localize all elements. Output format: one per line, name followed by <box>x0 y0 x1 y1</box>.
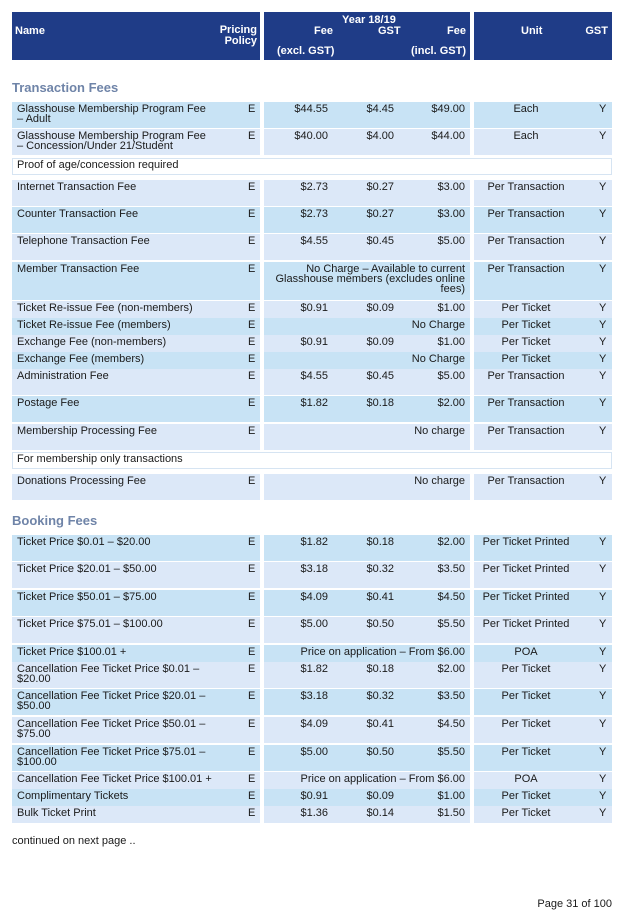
gst-amount: $0.32 <box>366 690 394 702</box>
pricing-policy: E <box>248 663 256 675</box>
gst-flag: Y <box>599 536 607 548</box>
unit: Per Transaction <box>487 397 565 409</box>
table-row <box>0 645 624 662</box>
fee-incl-gst: $5.00 <box>437 370 465 382</box>
pricing-policy: E <box>248 319 256 331</box>
table-row <box>0 590 624 616</box>
fee-name: Glasshouse Membership Program Fee – Adult <box>17 103 206 125</box>
fee-name: Ticket Price $100.01 + <box>17 646 127 658</box>
fee-name: Ticket Re-issue Fee (non-members) <box>17 302 193 314</box>
unit: Per Ticket <box>501 790 551 802</box>
unit: Each <box>513 130 539 142</box>
fee-name: Exchange Fee (non-members) <box>17 336 167 348</box>
fee-name: Membership Processing Fee <box>17 425 158 437</box>
header-excl-gst: (excl. GST) <box>277 45 335 57</box>
header-fee-excl: Fee <box>314 25 333 37</box>
table-row <box>0 424 624 450</box>
header-unit: Unit <box>521 25 543 37</box>
unit: Per Ticket <box>501 746 551 758</box>
fee-name: Postage Fee <box>17 397 80 409</box>
unit: Per Ticket <box>501 336 551 348</box>
pricing-policy: E <box>248 302 256 314</box>
fee-excl-gst: $0.91 <box>300 790 328 802</box>
gst-amount: $0.27 <box>366 181 394 193</box>
fee-incl-gst: $2.00 <box>437 536 465 548</box>
table-row <box>0 335 624 352</box>
gst-flag: Y <box>599 181 607 193</box>
fee-excl-gst: $4.09 <box>300 591 328 603</box>
fee-incl-gst: $1.00 <box>437 302 465 314</box>
gst-flag: Y <box>599 475 607 487</box>
fee-incl-gst: $44.00 <box>431 130 465 142</box>
pricing-policy: E <box>248 103 256 115</box>
fee-excl-gst: $2.73 <box>300 181 328 193</box>
fee-incl-gst: $1.00 <box>437 336 465 348</box>
pricing-policy: E <box>248 263 256 275</box>
fee-description: Price on application – From $6.00 <box>300 646 465 658</box>
table-header-fee-block <box>264 12 470 60</box>
unit: Per Ticket <box>501 663 551 675</box>
pricing-policy: E <box>248 690 256 702</box>
table-row <box>0 689 624 715</box>
header-gst-col: GST <box>585 25 608 37</box>
unit: Per Ticket <box>501 353 551 365</box>
gst-flag: Y <box>599 370 607 382</box>
header-name: Name <box>15 25 45 37</box>
gst-amount: $0.27 <box>366 208 394 220</box>
fee-name: Telephone Transaction Fee <box>17 235 150 247</box>
unit: Per Ticket <box>501 302 551 314</box>
gst-flag: Y <box>599 302 607 314</box>
fee-excl-gst: $4.55 <box>300 370 328 382</box>
unit: Per Ticket Printed <box>482 618 570 630</box>
fee-name: Internet Transaction Fee <box>17 181 137 193</box>
table-row <box>0 535 624 561</box>
gst-flag: Y <box>599 208 607 220</box>
fee-description: Price on application – From $6.00 <box>300 773 465 785</box>
unit: POA <box>514 773 538 785</box>
table-row <box>0 662 624 688</box>
gst-amount: $0.18 <box>366 536 394 548</box>
gst-flag: Y <box>599 563 607 575</box>
fee-excl-gst: $44.55 <box>294 103 328 115</box>
table-row <box>0 207 624 233</box>
gst-amount: $0.50 <box>366 618 394 630</box>
table-row <box>0 234 624 260</box>
header-incl-gst: (incl. GST) <box>411 45 466 57</box>
fee-excl-gst: $4.55 <box>300 235 328 247</box>
pricing-policy: E <box>248 591 256 603</box>
table-row <box>0 562 624 588</box>
fee-incl-gst: $1.00 <box>437 790 465 802</box>
fee-name: Cancellation Fee Ticket Price $50.01 – $75.00 <box>17 718 206 740</box>
fee-name: Cancellation Fee Ticket Price $20.01 – $50.00 <box>17 690 206 712</box>
gst-flag: Y <box>599 263 607 275</box>
table-header-name-block <box>12 12 260 60</box>
gst-flag: Y <box>599 790 607 802</box>
note-text: Proof of age/concession required <box>17 159 179 171</box>
fee-name: Complimentary Tickets <box>17 790 129 802</box>
gst-amount: $0.09 <box>366 302 394 314</box>
pricing-policy: E <box>248 475 256 487</box>
unit: POA <box>514 646 538 658</box>
gst-flag: Y <box>599 618 607 630</box>
gst-amount: $0.45 <box>366 235 394 247</box>
unit: Per Transaction <box>487 475 565 487</box>
gst-flag: Y <box>599 425 607 437</box>
pricing-policy: E <box>248 208 256 220</box>
table-note-row <box>0 452 624 469</box>
fee-description: No Charge – Available to current Glasshouse members (excludes online fees) <box>275 263 465 295</box>
gst-flag: Y <box>599 591 607 603</box>
gst-amount: $0.09 <box>366 336 394 348</box>
unit: Per Ticket <box>501 319 551 331</box>
fee-excl-gst: $1.82 <box>300 536 328 548</box>
pricing-policy: E <box>248 563 256 575</box>
gst-amount: $0.18 <box>366 397 394 409</box>
unit: Per Transaction <box>487 425 565 437</box>
table-row <box>0 102 624 128</box>
fee-incl-gst: $2.00 <box>437 397 465 409</box>
table-row <box>0 318 624 335</box>
fee-name: Bulk Ticket Print <box>17 807 96 819</box>
table-row <box>0 717 624 743</box>
gst-flag: Y <box>599 746 607 758</box>
fee-excl-gst: $5.00 <box>300 618 328 630</box>
pricing-policy: E <box>248 746 256 758</box>
header-fee-incl: Fee <box>447 25 466 37</box>
header-pricing-policy: Pricing Policy <box>219 24 257 47</box>
fee-incl-gst: $4.50 <box>437 591 465 603</box>
table-row <box>0 474 624 500</box>
fee-excl-gst: $1.36 <box>300 807 328 819</box>
gst-flag: Y <box>599 319 607 331</box>
gst-flag: Y <box>599 103 607 115</box>
unit: Per Transaction <box>487 370 565 382</box>
fee-name: Cancellation Fee Ticket Price $100.01 + <box>17 773 212 785</box>
note-text: For membership only transactions <box>17 453 183 465</box>
pricing-policy: E <box>248 646 256 658</box>
gst-flag: Y <box>599 336 607 348</box>
unit: Per Ticket Printed <box>482 563 570 575</box>
table-row <box>0 262 624 300</box>
fee-excl-gst: $1.82 <box>300 397 328 409</box>
gst-amount: $0.50 <box>366 746 394 758</box>
unit: Each <box>513 103 539 115</box>
gst-flag: Y <box>599 646 607 658</box>
gst-amount: $0.32 <box>366 563 394 575</box>
unit: Per Ticket <box>501 718 551 730</box>
gst-amount: $0.14 <box>366 807 394 819</box>
fee-excl-gst: $1.82 <box>300 663 328 675</box>
gst-flag: Y <box>599 690 607 702</box>
pricing-policy: E <box>248 181 256 193</box>
fee-incl-gst: $3.50 <box>437 690 465 702</box>
unit: Per Ticket <box>501 807 551 819</box>
pricing-policy: E <box>248 618 256 630</box>
fee-incl-gst: $2.00 <box>437 663 465 675</box>
pricing-policy: E <box>248 336 256 348</box>
fee-name: Member Transaction Fee <box>17 263 140 275</box>
fee-description: No Charge <box>411 319 465 331</box>
header-year: Year 18/19 <box>342 14 396 26</box>
fee-name: Administration Fee <box>17 370 109 382</box>
gst-flag: Y <box>599 807 607 819</box>
gst-flag: Y <box>599 663 607 675</box>
fee-excl-gst: $3.18 <box>300 563 328 575</box>
pricing-policy: E <box>248 790 256 802</box>
pricing-policy: E <box>248 130 256 142</box>
gst-amount: $4.45 <box>366 103 394 115</box>
gst-flag: Y <box>599 718 607 730</box>
table-row <box>0 617 624 643</box>
table-row <box>0 772 624 789</box>
page-number: Page 31 of 100 <box>537 898 612 910</box>
fee-name: Ticket Re-issue Fee (members) <box>17 319 171 331</box>
gst-flag: Y <box>599 235 607 247</box>
table-row <box>0 806 624 823</box>
unit: Per Transaction <box>487 181 565 193</box>
unit: Per Transaction <box>487 208 565 220</box>
fee-excl-gst: $4.09 <box>300 718 328 730</box>
pricing-policy: E <box>248 235 256 247</box>
fee-excl-gst: $3.18 <box>300 690 328 702</box>
gst-amount: $0.18 <box>366 663 394 675</box>
fee-name: Ticket Price $0.01 – $20.00 <box>17 536 151 548</box>
fee-name: Ticket Price $50.01 – $75.00 <box>17 591 157 603</box>
section-title-transaction: Transaction Fees <box>12 80 119 95</box>
table-row <box>0 789 624 806</box>
pricing-policy: E <box>248 718 256 730</box>
fee-incl-gst: $4.50 <box>437 718 465 730</box>
fee-name: Counter Transaction Fee <box>17 208 139 220</box>
table-row <box>0 396 624 422</box>
fee-incl-gst: $3.50 <box>437 563 465 575</box>
gst-flag: Y <box>599 397 607 409</box>
unit: Per Ticket Printed <box>482 536 570 548</box>
fee-name: Cancellation Fee Ticket Price $75.01 – $100.00 <box>17 746 206 768</box>
pricing-policy: E <box>248 773 256 785</box>
gst-flag: Y <box>599 130 607 142</box>
section-title-booking: Booking Fees <box>12 513 98 528</box>
pricing-policy: E <box>248 397 256 409</box>
unit: Per Ticket Printed <box>482 591 570 603</box>
gst-amount: $0.41 <box>366 591 394 603</box>
gst-amount: $0.09 <box>366 790 394 802</box>
fee-name: Glasshouse Membership Program Fee – Concession/Under 21/Student <box>17 130 206 152</box>
gst-amount: $4.00 <box>366 130 394 142</box>
unit: Per Transaction <box>487 235 565 247</box>
header-gst: GST <box>378 25 401 37</box>
fee-name: Exchange Fee (members) <box>17 353 145 365</box>
pricing-policy: E <box>248 536 256 548</box>
pricing-policy: E <box>248 370 256 382</box>
fee-excl-gst: $0.91 <box>300 302 328 314</box>
fee-incl-gst: $1.50 <box>437 807 465 819</box>
fee-name: Ticket Price $20.01 – $50.00 <box>17 563 157 575</box>
fee-description: No charge <box>414 425 465 437</box>
table-row <box>0 180 624 206</box>
table-note-row <box>0 158 624 175</box>
table-row <box>0 745 624 771</box>
fee-description: No Charge <box>411 353 465 365</box>
gst-amount: $0.41 <box>366 718 394 730</box>
fee-incl-gst: $49.00 <box>431 103 465 115</box>
unit: Per Ticket <box>501 690 551 702</box>
gst-flag: Y <box>599 353 607 365</box>
gst-amount: $0.45 <box>366 370 394 382</box>
table-row <box>0 129 624 155</box>
fee-incl-gst: $3.00 <box>437 208 465 220</box>
fee-name: Ticket Price $75.01 – $100.00 <box>17 618 163 630</box>
fee-description: No charge <box>414 475 465 487</box>
fee-excl-gst: $0.91 <box>300 336 328 348</box>
fee-excl-gst: $40.00 <box>294 130 328 142</box>
pricing-policy: E <box>248 425 256 437</box>
fee-incl-gst: $5.00 <box>437 235 465 247</box>
pricing-policy: E <box>248 807 256 819</box>
fee-incl-gst: $5.50 <box>437 618 465 630</box>
table-row <box>0 352 624 369</box>
unit: Per Transaction <box>487 263 565 275</box>
fee-name: Donations Processing Fee <box>17 475 147 487</box>
fee-incl-gst: $3.00 <box>437 181 465 193</box>
table-row <box>0 301 624 318</box>
gst-flag: Y <box>599 773 607 785</box>
table-row <box>0 369 624 395</box>
pricing-policy: E <box>248 353 256 365</box>
fee-excl-gst: $5.00 <box>300 746 328 758</box>
continued-note: continued on next page .. <box>12 835 136 847</box>
fee-excl-gst: $2.73 <box>300 208 328 220</box>
table-header-unit-block <box>474 12 612 60</box>
fee-name: Cancellation Fee Ticket Price $0.01 – $20.00 <box>17 663 200 685</box>
fee-incl-gst: $5.50 <box>437 746 465 758</box>
